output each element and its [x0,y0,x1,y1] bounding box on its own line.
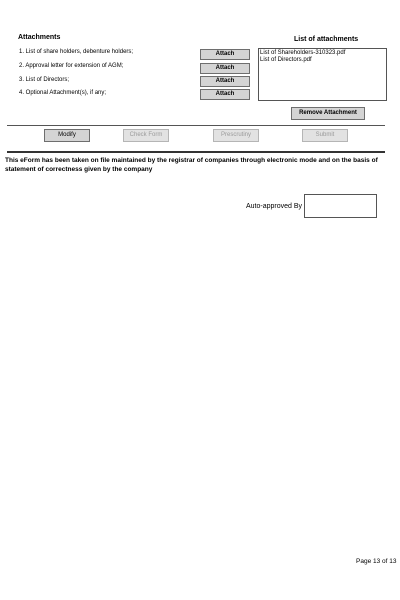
page-number: Page 13 of 13 [356,558,397,565]
attach-approval-letter-button[interactable]: Attach [200,63,250,74]
attach-share-holders-button[interactable]: Attach [200,49,250,60]
submit-button[interactable]: Submit [302,129,348,142]
attachment-item-label: 3. List of Directors; [19,77,70,83]
attachment-file-item[interactable]: List of Shareholders-310323.pdf [260,50,346,56]
list-of-attachments-title: List of attachments [294,36,359,43]
attach-directors-button[interactable]: Attach [200,76,250,87]
divider [7,125,385,126]
check-form-button[interactable]: Check Form [123,129,169,142]
prescrutiny-button[interactable]: Prescrutiny [213,129,259,142]
attachment-item-label: 4. Optional Attachment(s), if any; [19,90,107,96]
attach-optional-button[interactable]: Attach [200,89,250,100]
attachments-title: Attachments [18,34,61,41]
divider [7,151,385,153]
modify-button[interactable]: Modify [44,129,90,142]
attachment-item-label: 2. Approval letter for extension of AGM; [19,63,124,69]
auto-approved-label: Auto-approved By [246,203,303,210]
attachment-item-label: 1. List of share holders, debenture holders; [19,49,134,55]
auto-approved-field [304,194,377,218]
remove-attachment-button[interactable]: Remove Attachment [291,107,365,120]
registrar-notice: This eForm has been taken on file maintained by the registrar of companies through electronic mode and on the basis of statement of correctness given by the company [5,157,378,173]
attachment-file-item[interactable]: List of Directors.pdf [260,57,312,63]
attachments-listbox[interactable] [258,48,387,101]
